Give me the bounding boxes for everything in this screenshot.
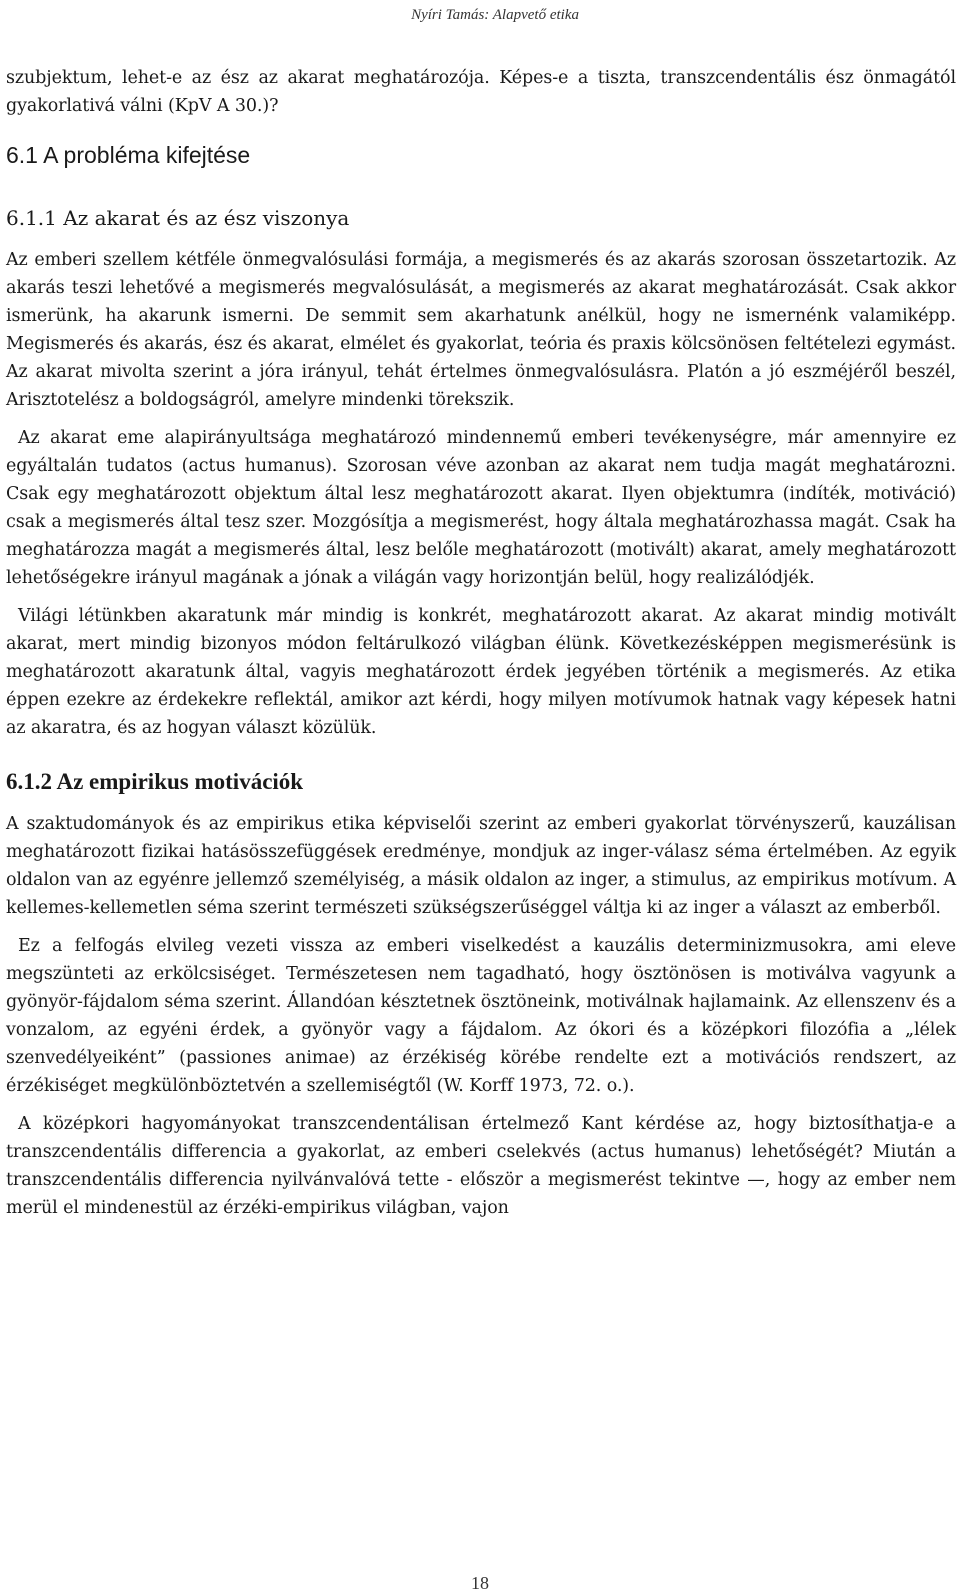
intro-paragraph: szubjektum, lehet-e az ész az akarat meghatározója. Képes-e a tiszta, transzcendentális ész önmagától gyakorlativá válni (KpV A 30.)?: [6, 68, 956, 116]
paragraph: Az akarat eme alapirányultsága meghatározó mindennemű emberi tevékenységre, már amennyire ez egyáltalán tudatos (actus humanus). Szorosan véve azonban az akarat nem tudja magát meghatározni. Csak egy meghatározott objektum által lesz meghatározott akarat. Ilyen objektumra (indíték, motiváció) csak a megismerés által tesz szer. Mozgósítja a megismerést, hogy általa meghatározhassa magát. Csak ha meghatározza magát a megismerés által, lesz belőle meghatározott (motivált) akarat, amely meghatározott lehetőségekre irányul magának a jónak a világán vagy horizontján belül, hogy realizálódjék.: [6, 428, 956, 588]
paragraph: A középkori hagyományokat transzcendentálisan értelmező Kant kérdése az, hogy biztosíthatja-e a transzcendentális differencia a gyakorlat, az emberi cselekvés (actus humanus) lehetőségét? Miután a transzcendentális differencia nyilvánvalóvá tette - először a megismerést tekintve —, hogy az ember nem merül el mindenestül az érzéki-empirikus világban, vajon: [6, 1114, 956, 1218]
page-number: 18: [471, 1573, 489, 1593]
paragraph: Az emberi szellem kétféle önmegvalósulási formája, a megismerés és az akarás szorosan összetartozik. Az akarás teszi lehetővé a megismerés megvalósulását, a megismerés az akarat meghatározását. Csak akkor ismerünk, ha akarunk ismerni. De semmit sem akarhatunk anélkül, hogy ne ismernénk valamiképp. Megismerés és akarás, ész és akarat, elmélet és gyakorlat, teória és praxis kölcsönösen feltételezi egymást. Az akarat mivolta szerint a jóra irányul, tehát értelmes önmegvalósulásra. Platón a jó eszméjéről beszél, Arisztotelész a boldogságról, amelyre mindenki törekszik.: [6, 250, 956, 410]
document-body: [6, 64, 956, 1222]
running-header: Nyíri Tamás: Alapvető etika: [411, 7, 579, 23]
paragraph: A szaktudományok és az empirikus etika képviselői szerint az emberi gyakorlat törvényszerű, kauzálisan meghatározott fizikai hatásösszefüggések eredménye, mondjuk az inger-válasz séma értelmében. Az egyik oldalon van az egyénre jellemző személyiség, a másik oldalon az inger, a stimulus, az empirikus motívum. A kellemes-kellemetlen séma szerint természeti szükségszerűséggel váltja ki az inger a választ az emberből.: [6, 814, 956, 918]
section-heading: 6.1 A probléma kifejtése: [6, 142, 251, 168]
paragraph: Világi létünkben akaratunk már mindig is konkrét, meghatározott akarat. Az akarat mindig motivált akarat, mert mindig bizonyos módon feltárulkozó világban élünk. Következésképpen megismerésünk is meghatározott akaratunk által, vagyis meghatározott érdek jegyében történik a megismerés. Az etika éppen ezekre az érdekekre reflektál, amikor azt kérdi, hogy milyen motívumok hatnak vagy képesek hatni az akaratra, és az hogyan választ közülük.: [6, 606, 956, 738]
subsection-heading-2: 6.1.2 Az empirikus motivációk: [6, 769, 304, 794]
paragraph: Ez a felfogás elvileg vezeti vissza az emberi viselkedést a kauzális determinizmusokra, ami eleve megszünteti az erkölcsiséget. Természetesen nem tagadható, hogy ösztönösen is motiválva vagyunk a gyönyör-fájdalom séma szerint. Állandóan késztetnek ösztöneink, motiválnak hajlamaink. Az ellenszenv és a vonzalom, az egyéni érdek, a gyönyör vagy a fájdalom. Az ókori és a középkori filozófia a „lélek szenvedélyeiként” (passiones animae) az érzékiség körébe rendelte ezt a motivációs rendszert, az érzékiséget megkülönböztetvén a szellemiségtől (W. Korff 1973, 72. o.).: [6, 936, 956, 1096]
subsection-heading-1: 6.1.1 Az akarat és az ész viszonya: [6, 206, 350, 230]
